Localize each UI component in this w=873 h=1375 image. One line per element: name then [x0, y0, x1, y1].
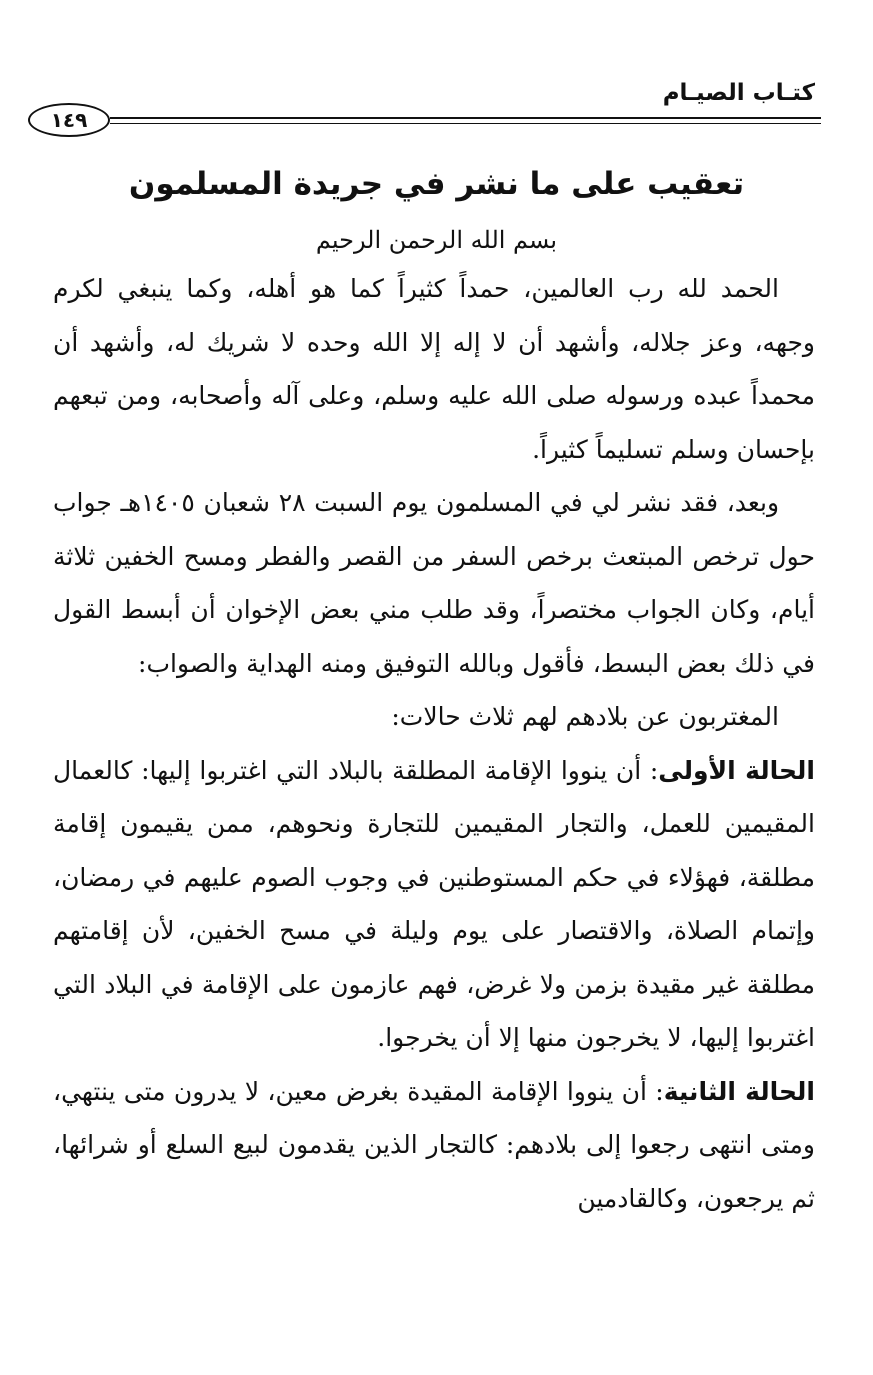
case-one-text: : أن ينووا الإقامة المطلقة بالبلاد التي اغتربوا إليها: كالعمال المقيمين للعمل، والتجار المقيمين للتجارة ونحوهم، ممن يقيمون إقامة مطلقة، فهؤلاء في حكم المستوطنين في وجوب الصوم عليهم في رمضان، وإتمام الصلاة، والاقتصار على يوم وليلة في مسح الخفين، لأن إقامتهم مطلقة غير مقيدة بزمن ولا غرض، فهم عازمون على الإقامة في البلاد التي اغتربوا إليها، لا يخرجون منها إلا أن يخرجوا. [53, 755, 816, 1052]
header-rule-thin [110, 123, 821, 124]
case-two-text: : أن ينووا الإقامة المقيدة بغرض معين، لا يدرون متى ينتهي، ومتى انتهى رجعوا إلى بلادهم: كالتجار الذين يقدمون لبيع السلع أو شرائها، ثم يرجعون، وكالقادمين [53, 1076, 815, 1213]
paragraph-cases-heading: المغتربون عن بلادهم لهم ثلاث حالات: [391, 702, 779, 731]
paragraph-case-one [53, 744, 815, 1065]
paragraph-case-two [53, 1065, 815, 1226]
header-rule [110, 117, 821, 119]
section-title: تعقيب على ما نشر في جريدة المسلمون [128, 166, 745, 202]
paragraph-praise: الحمد لله رب العالمين، حمداً كثيراً كما هو أهله، وكما ينبغي لكرم وجهه، وعز جلاله، وأشهد أن لا إله إلا الله وحده لا شريك له، وأشهد أن محمداً عبده ورسوله صلى الله عليه وسلم، وعلى آله وأصحابه، ومن تبعهم بإحسان وسلم تسليماً كثيراً. [53, 274, 815, 464]
page-number: ١٤٩ [50, 108, 88, 132]
case-two-lead: الحالة الثانية [663, 1076, 815, 1106]
body-text [53, 262, 815, 1225]
page-number-badge [28, 103, 110, 137]
case-one-lead: الحالة الأولى [658, 755, 816, 785]
paragraph-intro: وبعد، فقد نشر لي في المسلمون يوم السبت ٢٨ شعبان ١٤٠٥هـ جواب حول ترخص المبتعث برخص السفر من القصر والفطر ومسح الخفين ثلاثة أيام، وكان الجواب مختصراً، وقد طلب مني بعض الإخوان أن أبسط القول في ذلك بعض البسط، فأقول وبالله التوفيق ومنه الهداية والصواب: [53, 488, 816, 678]
basmala: بسم الله الرحمن الرحيم [315, 226, 558, 254]
running-header-title: كتـاب الصيـام [662, 80, 815, 106]
